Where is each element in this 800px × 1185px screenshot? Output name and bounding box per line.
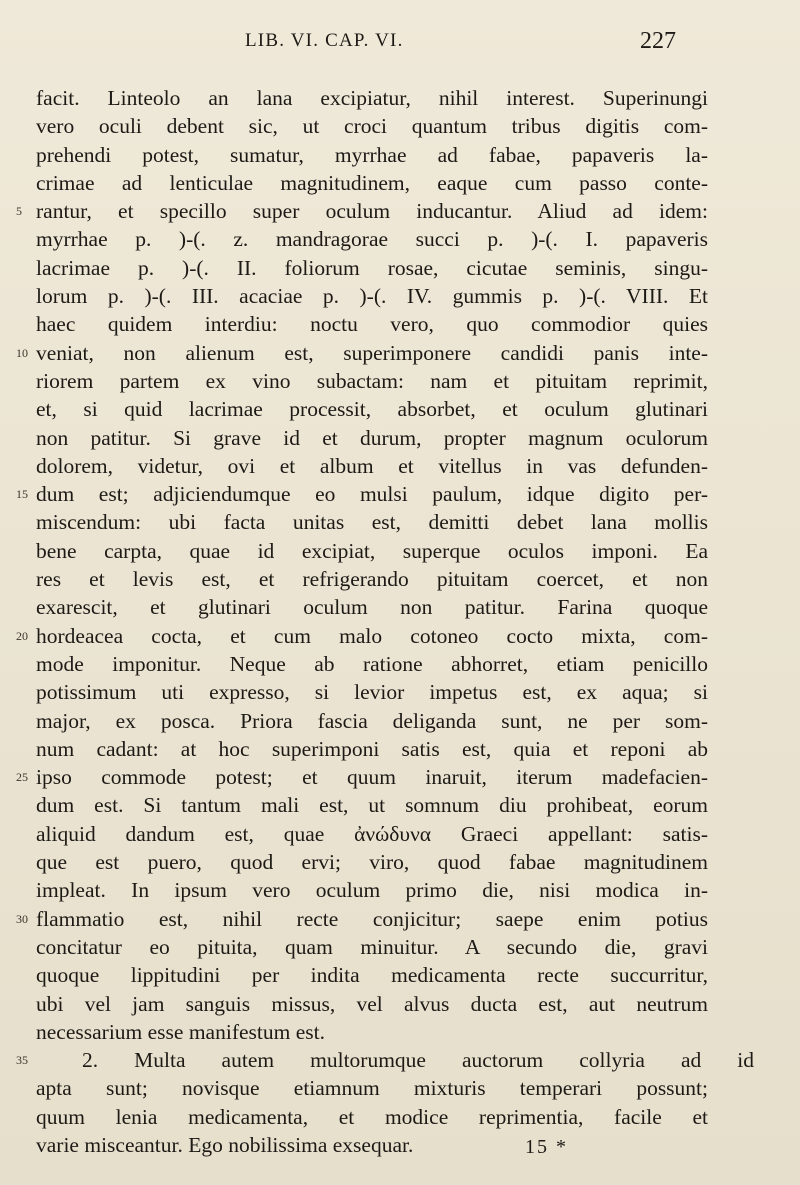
- line-text: num cadant: at hoc superimponi satis est, quia et reponi ab: [36, 736, 708, 761]
- text-line: [36, 678, 708, 706]
- line-number: 10: [16, 345, 28, 360]
- line-text: necessarium esse manifestum est.: [36, 1019, 325, 1044]
- line-text: aliquid dandum est, quae ἀνώδυνα Graeci appellant: satis-: [36, 821, 708, 846]
- page-number: 227: [640, 28, 676, 54]
- text-line: [36, 1131, 708, 1159]
- text-line: [36, 112, 708, 140]
- line-text: prehendi potest, sumatur, myrrhae ad fabae, papaveris la-: [36, 142, 708, 167]
- text-line: [36, 254, 708, 282]
- line-text: crimae ad lenticulae magnitudinem, eaque cum passo conte-: [36, 170, 708, 195]
- line-text: varie misceantur. Ego nobilissima exsequar.: [36, 1132, 414, 1157]
- text-line: [36, 395, 708, 423]
- line-text: vero oculi debent sic, ut croci quantum tribus digitis com-: [36, 114, 708, 139]
- text-line: [36, 282, 708, 310]
- line-text: mode imponitur. Neque ab ratione abhorret, etiam penicillo: [36, 651, 708, 676]
- line-text: hordeacea cocta, et cum malo cotoneo cocto mixta, com-: [36, 623, 708, 648]
- line-text: myrrhae p. )-(. z. mandragorae succi p. )-(. I. papaveris: [36, 227, 708, 252]
- text-line: [16, 339, 708, 367]
- line-text: riorem partem ex vino subactam: nam et pituitam reprimit,: [36, 368, 708, 393]
- text-line: [36, 84, 708, 112]
- line-text: res et levis est, et refrigerando pituitam coercet, et non: [36, 567, 708, 592]
- line-text: concitatur eo pituita, quam minuitur. A secundo die, gravi: [36, 934, 708, 959]
- line-text: flammatio est, nihil recte conjicitur; saepe enim potius: [36, 906, 708, 931]
- line-text: quoque lippitudini per indita medicamenta recte succurritur,: [36, 963, 708, 988]
- running-head: LIB. VI. CAP. VI.: [245, 30, 404, 51]
- line-text: major, ex posca. Priora fascia deliganda sunt, ne per som-: [36, 708, 708, 733]
- text-line: [16, 622, 708, 650]
- line-text: non patitur. Si grave id et durum, propter magnum oculorum: [36, 425, 708, 450]
- line-text: miscendum: ubi facta unitas est, demitti debet lana mollis: [36, 510, 708, 535]
- text-line: [36, 1018, 708, 1046]
- text-line: [16, 1046, 754, 1074]
- line-text: dum est. Si tantum mali est, ut somnum diu prohibeat, eorum: [36, 793, 708, 818]
- text-line: [36, 990, 708, 1018]
- line-text: lacrimae p. )-(. II. foliorum rosae, cicutae seminis, singu-: [36, 255, 708, 280]
- line-text: exarescit, et glutinari oculum non patitur. Farina quoque: [36, 595, 708, 620]
- line-text: impleat. In ipsum vero oculum primo die, nisi modica in-: [36, 878, 708, 903]
- text-line: [16, 197, 708, 225]
- line-text: apta sunt; novisque etiamnum mixturis temperari possunt;: [36, 1076, 708, 1101]
- text-line: [36, 848, 708, 876]
- text-line: [36, 735, 708, 763]
- text-line: [16, 480, 708, 508]
- line-text: veniat, non alienum est, superimponere candidi panis inte-: [36, 340, 708, 365]
- text-line: [36, 508, 708, 536]
- text-line: [36, 452, 708, 480]
- text-line: [36, 707, 708, 735]
- text-line: [16, 905, 708, 933]
- line-number: 15: [16, 487, 28, 502]
- line-text: lorum p. )-(. III. acaciae p. )-(. IV. gummis p. )-(. VIII. Et: [36, 284, 708, 309]
- line-number: 5: [16, 204, 22, 219]
- line-text: 2. Multa autem multorumque auctorum collyria ad id: [82, 1048, 754, 1073]
- line-text: potissimum uti expresso, si levior impetus est, ex aqua; si: [36, 680, 708, 705]
- line-number: 30: [16, 911, 28, 926]
- text-line: [36, 310, 708, 338]
- line-text: dolorem, videtur, ovi et album et vitellus in vas defunden-: [36, 453, 708, 478]
- line-text: dum est; adjiciendumque eo mulsi paulum, idque digito per-: [36, 482, 708, 507]
- text-line: [36, 961, 708, 989]
- text-line: [36, 820, 708, 848]
- line-text: ipso commode potest; et quum inaruit, iterum madefacien-: [36, 765, 708, 790]
- line-text: que est puero, quod ervi; viro, quod fabae magnitudinem: [36, 850, 708, 875]
- text-line: [36, 367, 708, 395]
- text-line: [36, 225, 708, 253]
- text-line: [36, 791, 708, 819]
- body-text: [16, 84, 754, 1159]
- text-line: [36, 876, 708, 904]
- text-line: [36, 141, 708, 169]
- text-line: [36, 537, 708, 565]
- text-line: [36, 1103, 708, 1131]
- line-text: et, si quid lacrimae processit, absorbet, et oculum glutinari: [36, 397, 708, 422]
- text-line: [36, 933, 708, 961]
- text-line: [36, 424, 708, 452]
- line-number: 20: [16, 628, 28, 643]
- line-number: 35: [16, 1053, 28, 1068]
- line-text: bene carpta, quae id excipiat, superque oculos imponi. Ea: [36, 538, 708, 563]
- line-text: rantur, et specillo super oculum inducantur. Aliud ad idem:: [36, 199, 708, 224]
- line-text: ubi vel jam sanguis missus, vel alvus ducta est, aut neutrum: [36, 991, 708, 1016]
- line-text: facit. Linteolo an lana excipiatur, nihil interest. Superinungi: [36, 86, 708, 110]
- text-line: [36, 593, 708, 621]
- text-line: [36, 565, 708, 593]
- signature-mark: 15 *: [525, 1136, 568, 1158]
- text-line: [36, 1074, 708, 1102]
- line-number: 25: [16, 770, 28, 785]
- line-text: quum lenia medicamenta, et modice reprimentia, facile et: [36, 1104, 708, 1129]
- text-line: [16, 763, 708, 791]
- line-text: haec quidem interdiu: noctu vero, quo commodior quies: [36, 312, 708, 337]
- text-line: [36, 169, 708, 197]
- text-line: [36, 650, 708, 678]
